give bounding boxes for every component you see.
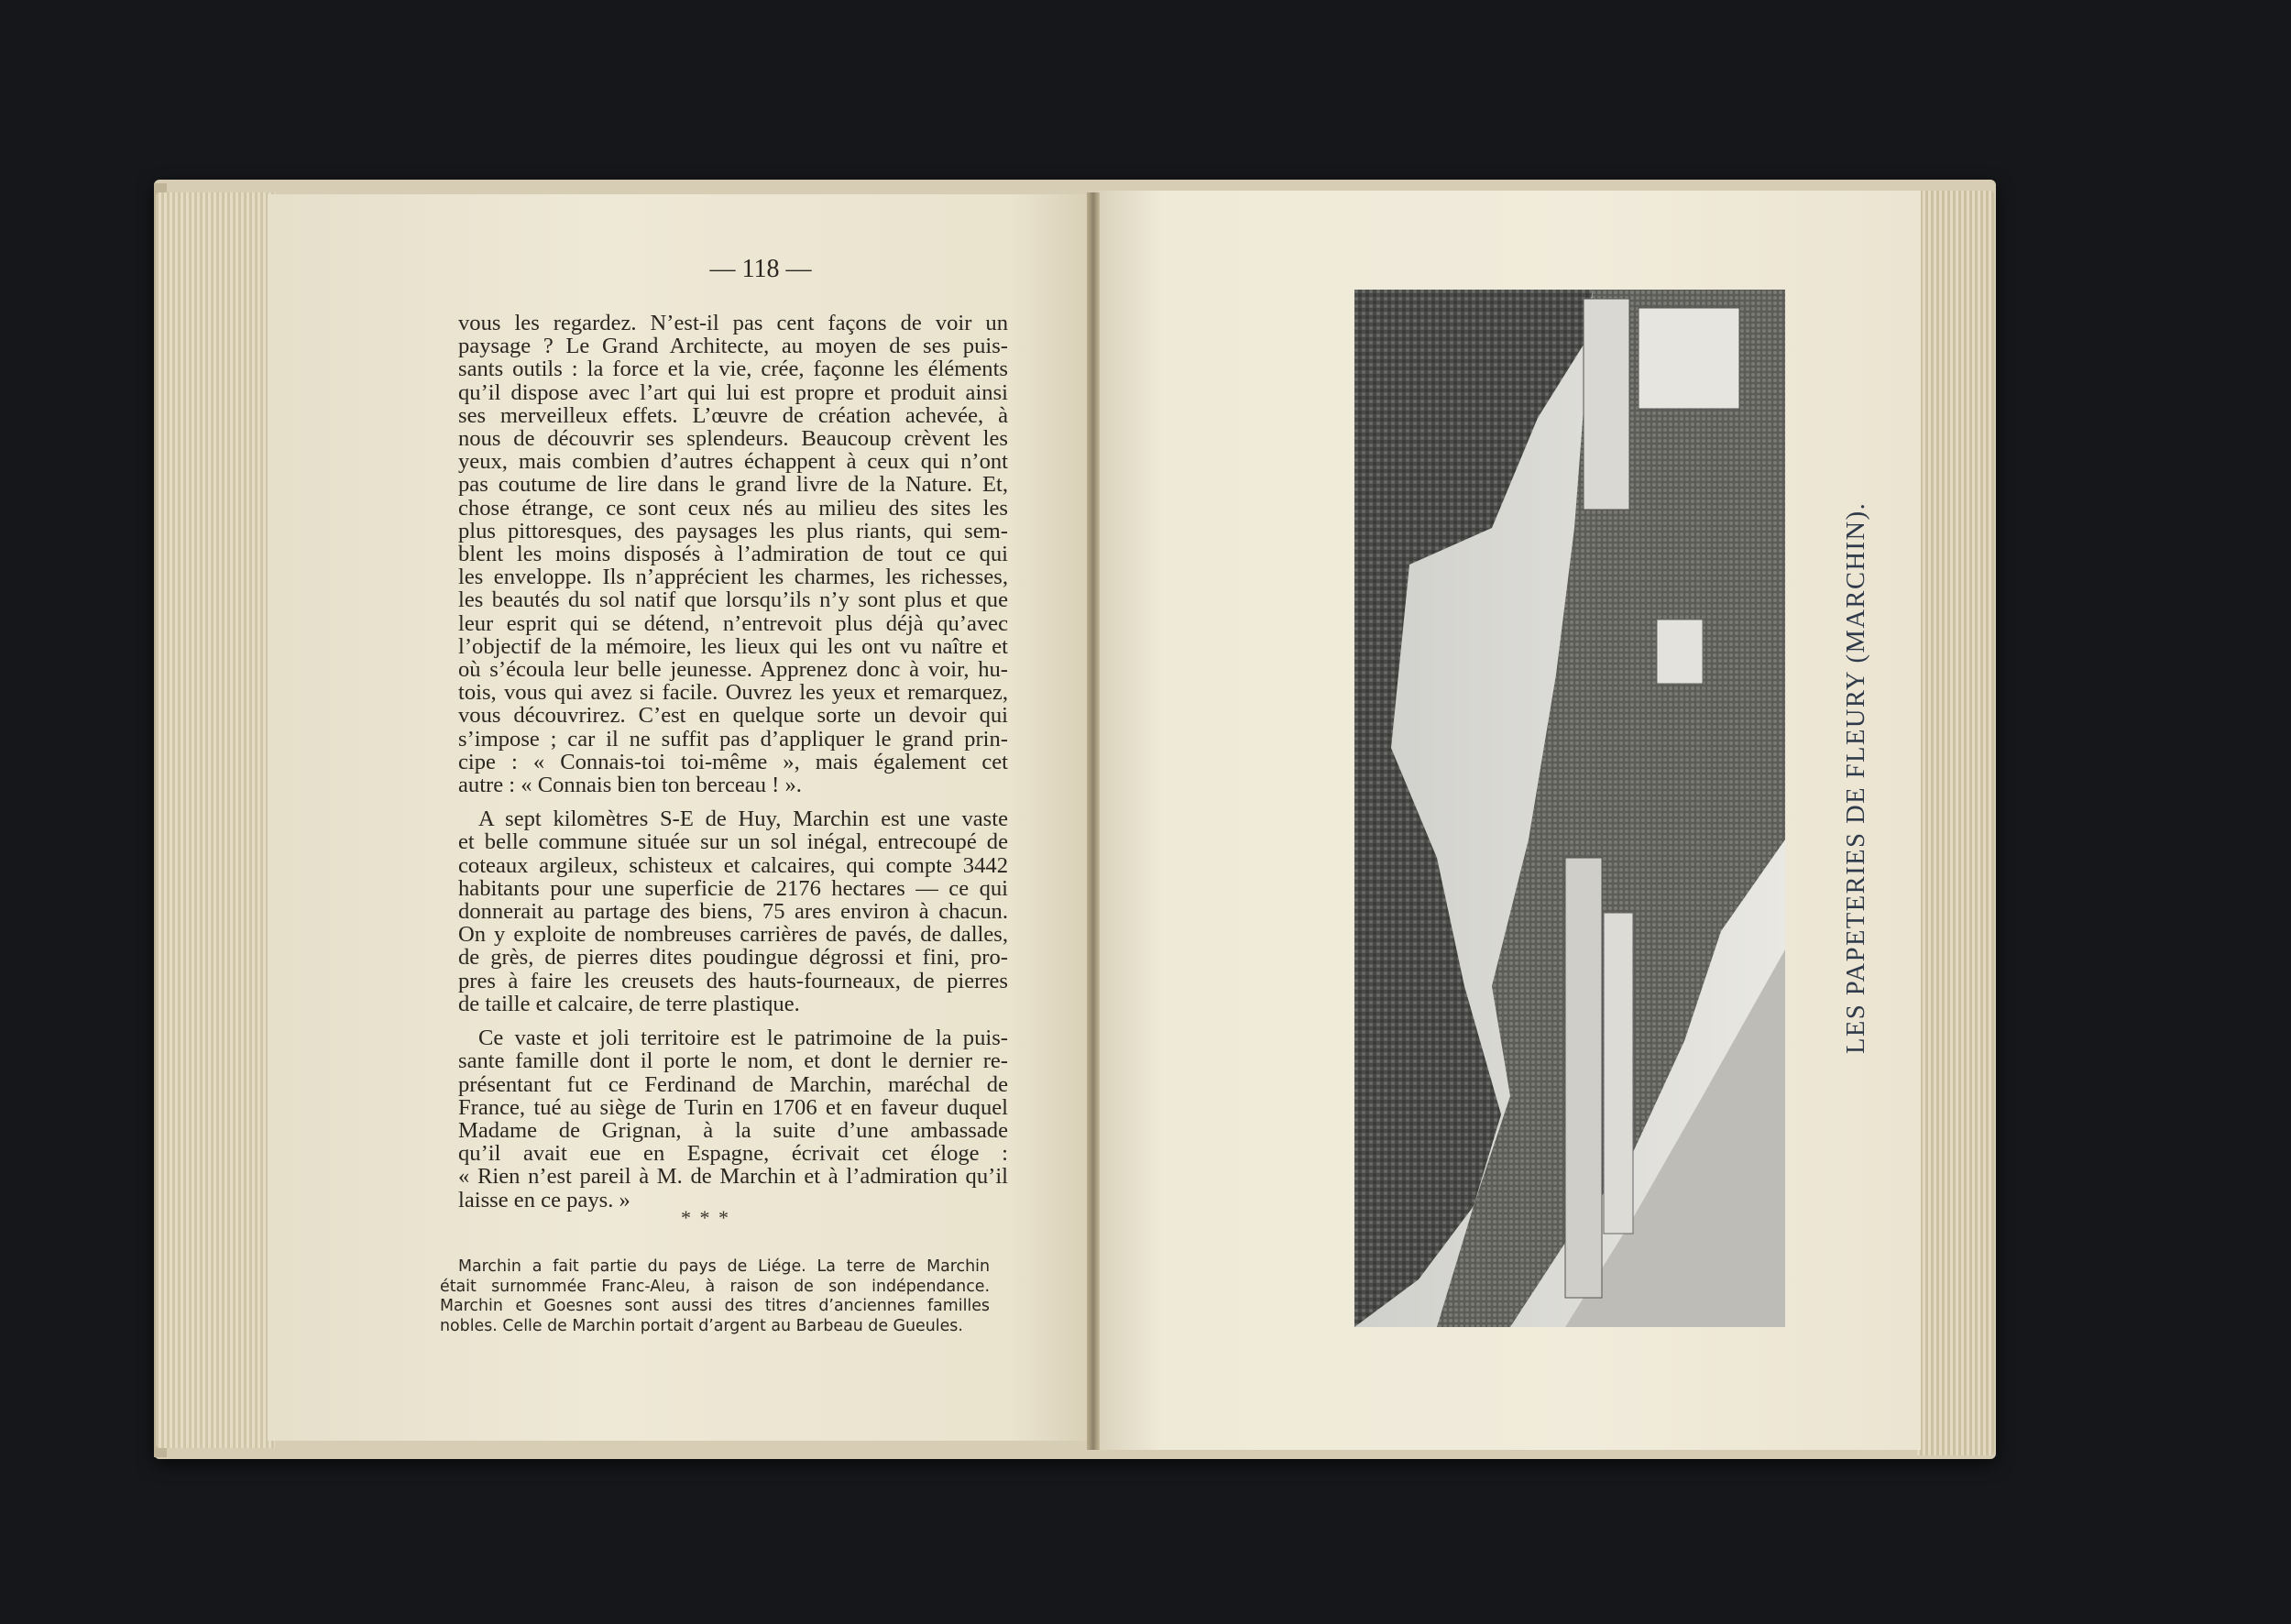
paragraph-3 (458, 1026, 1008, 1212)
text-line: Madame de Grignan, à la suite d’une ambassade (458, 1117, 1008, 1143)
text-line: où s’écoula leur belle jeunesse. Apprenez donc à voir, hu- (458, 657, 1008, 683)
text-line: paysage ? Le Grand Architecte, au moyen de ses puis- (458, 334, 1008, 359)
text-line: pres à faire les creusets des hauts-fourneaux, de pierres (458, 968, 1008, 993)
page-number: — 118 — (709, 255, 812, 283)
footnote-line: était surnommée Franc-Aleu, à raison de son indépendance. (440, 1277, 990, 1296)
text-line: et belle commune située sur un sol inégal, entrecoupé de (458, 829, 1008, 855)
footnote-line: Marchin et Goesnes sont aussi des titres d’anciennes familles (440, 1297, 990, 1316)
text-line: On y exploite de nombreuses carrières de pavés, de dalles, (458, 922, 1008, 948)
paragraph-1 (458, 312, 1008, 796)
text-line: chose étrange, ce sont ceux nés au milieu des sites les (458, 495, 1008, 521)
text-line: sants outils : la force et la vie, crée, façonne les éléments (458, 357, 1008, 382)
text-line: ses merveilleux effets. L’œuvre de création achevée, à (458, 402, 1008, 428)
text-line: s’impose ; car il ne suffit pas d’appliquer le grand prin- (458, 726, 1008, 752)
text-line: yeux, mais combien d’autres échappent à ceux qui n’ont (458, 449, 1008, 475)
text-line: coteaux argileux, schisteux et calcaires, qui compte 3442 (458, 852, 1008, 878)
text-line: qu’il dispose avec l’art qui lui est propre et produit ainsi (458, 379, 1008, 405)
text-line: A sept kilomètres S-E de Huy, Marchin est une vaste (478, 807, 1008, 832)
book-gutter (1087, 192, 1100, 1450)
text-line: autre : « Connais bien ton berceau ! ». (458, 773, 802, 798)
footnote-line: nobles. Celle de Marchin portait d’argent au Barbeau de Gueules. (440, 1316, 963, 1335)
text-line: les beautés du sol natif que lorsqu’ils n’y sont plus et que (458, 587, 1008, 613)
page-edges-right (1917, 191, 1994, 1455)
section-separator: * * * (681, 1206, 730, 1229)
text-line: laisse en ce pays. » (458, 1187, 630, 1213)
plate-caption: LES PAPETERIES DE FLEURY (MARCHIN). (1842, 501, 1870, 1054)
footnote-line: Marchin a fait partie du pays de Liége. La terre de Marchin (458, 1257, 990, 1276)
text-line: qu’il avait eue en Espagne, écrivait cet éloge : (458, 1141, 1008, 1167)
text-line: de taille et calcaire, de terre plastique. (458, 991, 800, 1016)
text-line: « Rien n’est pareil à M. de Marchin et à l’admiration qu’il (458, 1164, 1008, 1190)
text-line: sante famille dont il porte le nom, et dont le dernier re- (458, 1048, 1008, 1074)
text-line: les enveloppe. Ils n’apprécient les charmes, les richesses, (458, 565, 1008, 590)
footnote (440, 1257, 990, 1336)
text-line: nous de découvrir ses splendeurs. Beaucoup crèvent les (458, 426, 1008, 452)
text-line: Ce vaste et joli territoire est le patrimoine de la puis- (478, 1026, 1008, 1051)
page-edges-left (156, 192, 275, 1448)
text-line: habitants pour une superficie de 2176 hectares — ce qui (458, 875, 1008, 901)
text-line: plus pittoresques, des paysages les plus riants, qui sem- (458, 518, 1008, 543)
text-line: leur esprit qui se détend, n’entrevoit plus déjà qu’avec (458, 610, 1008, 636)
text-line: vous les regardez. N’est-il pas cent façons de voir un (458, 311, 1008, 335)
text-line: l’objectif de la mémoire, les lieux qui les ont vu naître et (458, 633, 1008, 659)
text-line: cipe : « Connais-toi toi-même », mais également cet (458, 749, 1008, 774)
text-line: donnerait au partage des biens, 75 ares environ à chacun. (458, 899, 1008, 925)
text-line: présentant fut ce Ferdinand de Marchin, maréchal de (458, 1071, 1008, 1097)
text-line: de grès, de pierres dites poudingue dégrossi et fini, pro- (458, 945, 1008, 971)
text-line: pas coutume de lire dans le grand livre de la Nature. Et, (458, 472, 1008, 498)
text-line: vous découvrirez. C’est en quelque sorte un devoir qui (458, 703, 1008, 729)
paragraph-2 (458, 807, 1008, 1015)
photo-plate (1354, 290, 1785, 1327)
text-line: blent les moins disposés à l’admiration de tout ce qui (458, 542, 1008, 567)
landscape-photo (1354, 290, 1785, 1327)
text-line: France, tué au siège de Turin en 1706 et en faveur duquel (458, 1094, 1008, 1120)
main-text (458, 312, 1008, 1223)
text-line: tois, vous qui avez si facile. Ouvrez les yeux et remarquez, (458, 680, 1008, 706)
